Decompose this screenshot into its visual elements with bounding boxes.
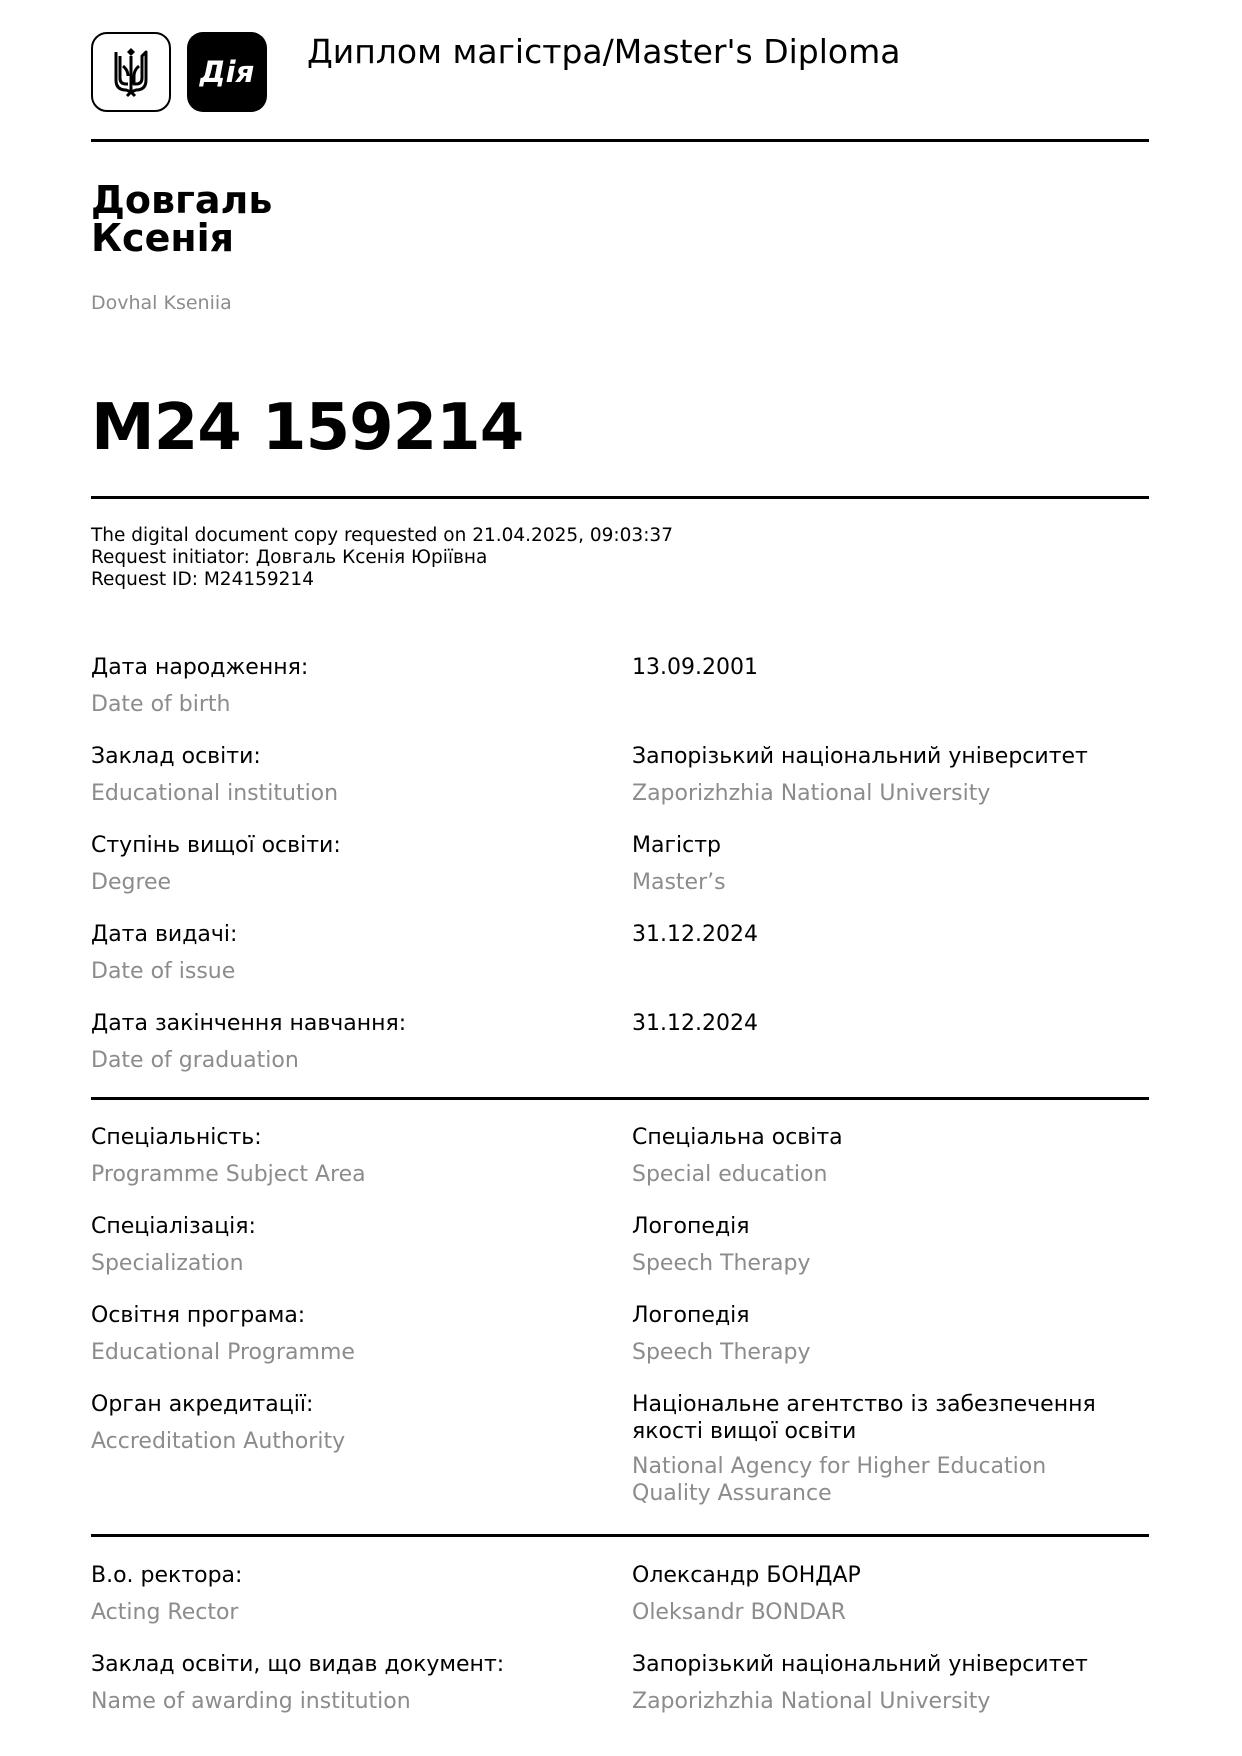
- field-label: В.о. ректора:: [91, 1563, 243, 1588]
- field-value-en-line: National Agency for Higher Education: [632, 1454, 1047, 1479]
- field-value: Спеціальна освіта: [632, 1125, 843, 1150]
- field-value: 31.12.2024: [632, 1011, 758, 1036]
- field-label: Дата видачі:: [91, 922, 238, 947]
- field-label: Ступінь вищої освіти:: [91, 833, 341, 858]
- field-value: Логопедія: [632, 1303, 750, 1328]
- field-label: Дата народження:: [91, 655, 309, 680]
- field-label: Орган акредитації:: [91, 1392, 314, 1417]
- field-label-en: Educational Programme: [91, 1340, 355, 1365]
- field-value-en: Speech Therapy: [632, 1340, 811, 1365]
- request-initiator-line: Request initiator: Довгаль Ксенія Юріївна: [91, 547, 488, 568]
- field-value-en: Zaporizhzhia National University: [632, 781, 991, 806]
- document-number: M24 159214: [91, 391, 524, 465]
- field-label-en: Programme Subject Area: [91, 1162, 366, 1187]
- holder-latin-name: Dovhal Kseniia: [91, 292, 232, 314]
- field-value-en: Oleksandr BONDAR: [632, 1600, 846, 1625]
- request-date-line: The digital document copy requested on 21.04.2025, 09:03:37: [91, 525, 673, 546]
- divider: [91, 1534, 1149, 1537]
- divider: [91, 496, 1149, 499]
- field-label-en: Date of birth: [91, 692, 231, 717]
- trident-icon: [113, 46, 149, 98]
- field-label-en: Degree: [91, 870, 172, 895]
- field-value: Запорізький національний університет: [632, 744, 1088, 769]
- field-label-en: Educational institution: [91, 781, 339, 806]
- field-label: Спеціальність:: [91, 1125, 262, 1150]
- diia-logo-text: Дія: [199, 55, 255, 89]
- field-value: Магістр: [632, 833, 722, 858]
- field-label: Заклад освіти, що видав документ:: [91, 1652, 505, 1677]
- field-label: Освітня програма:: [91, 1303, 306, 1328]
- field-label: Дата закінчення навчання:: [91, 1011, 407, 1036]
- diia-logo: [187, 32, 267, 112]
- field-value-line: Національне агентство із забезпечення: [632, 1392, 1096, 1417]
- field-label: Спеціалізація:: [91, 1214, 256, 1239]
- field-value: Запорізький національний університет: [632, 1652, 1088, 1677]
- holder-given-name: Ксенія: [91, 216, 235, 260]
- field-label: Заклад освіти:: [91, 744, 261, 769]
- field-value-en: Speech Therapy: [632, 1251, 811, 1276]
- document-title: Диплом магістра/Master's Diploma: [307, 32, 901, 71]
- field-label-en: Date of issue: [91, 959, 236, 984]
- request-id-line: Request ID: M24159214: [91, 569, 314, 590]
- field-value-en: Master’s: [632, 870, 726, 895]
- field-value-line: якості вищої освіти: [632, 1419, 857, 1444]
- divider: [91, 139, 1149, 142]
- field-value: Логопедія: [632, 1214, 750, 1239]
- field-label-en: Date of graduation: [91, 1048, 299, 1073]
- field-label-en: Acting Rector: [91, 1600, 239, 1625]
- field-value-en: Zaporizhzhia National University: [632, 1689, 991, 1714]
- field-label-en: Accreditation Authority: [91, 1429, 346, 1454]
- field-label-en: Specialization: [91, 1251, 244, 1276]
- holder-surname: Довгаль: [91, 178, 273, 222]
- field-value-en-line: Quality Assurance: [632, 1481, 832, 1506]
- field-value: 31.12.2024: [632, 922, 758, 947]
- field-label-en: Name of awarding institution: [91, 1689, 411, 1714]
- divider: [91, 1097, 1149, 1100]
- trident-logo: [91, 32, 171, 112]
- request-info: [91, 525, 673, 591]
- field-value-en: Special education: [632, 1162, 828, 1187]
- field-value: Олександр БОНДАР: [632, 1563, 861, 1588]
- field-value: 13.09.2001: [632, 655, 758, 680]
